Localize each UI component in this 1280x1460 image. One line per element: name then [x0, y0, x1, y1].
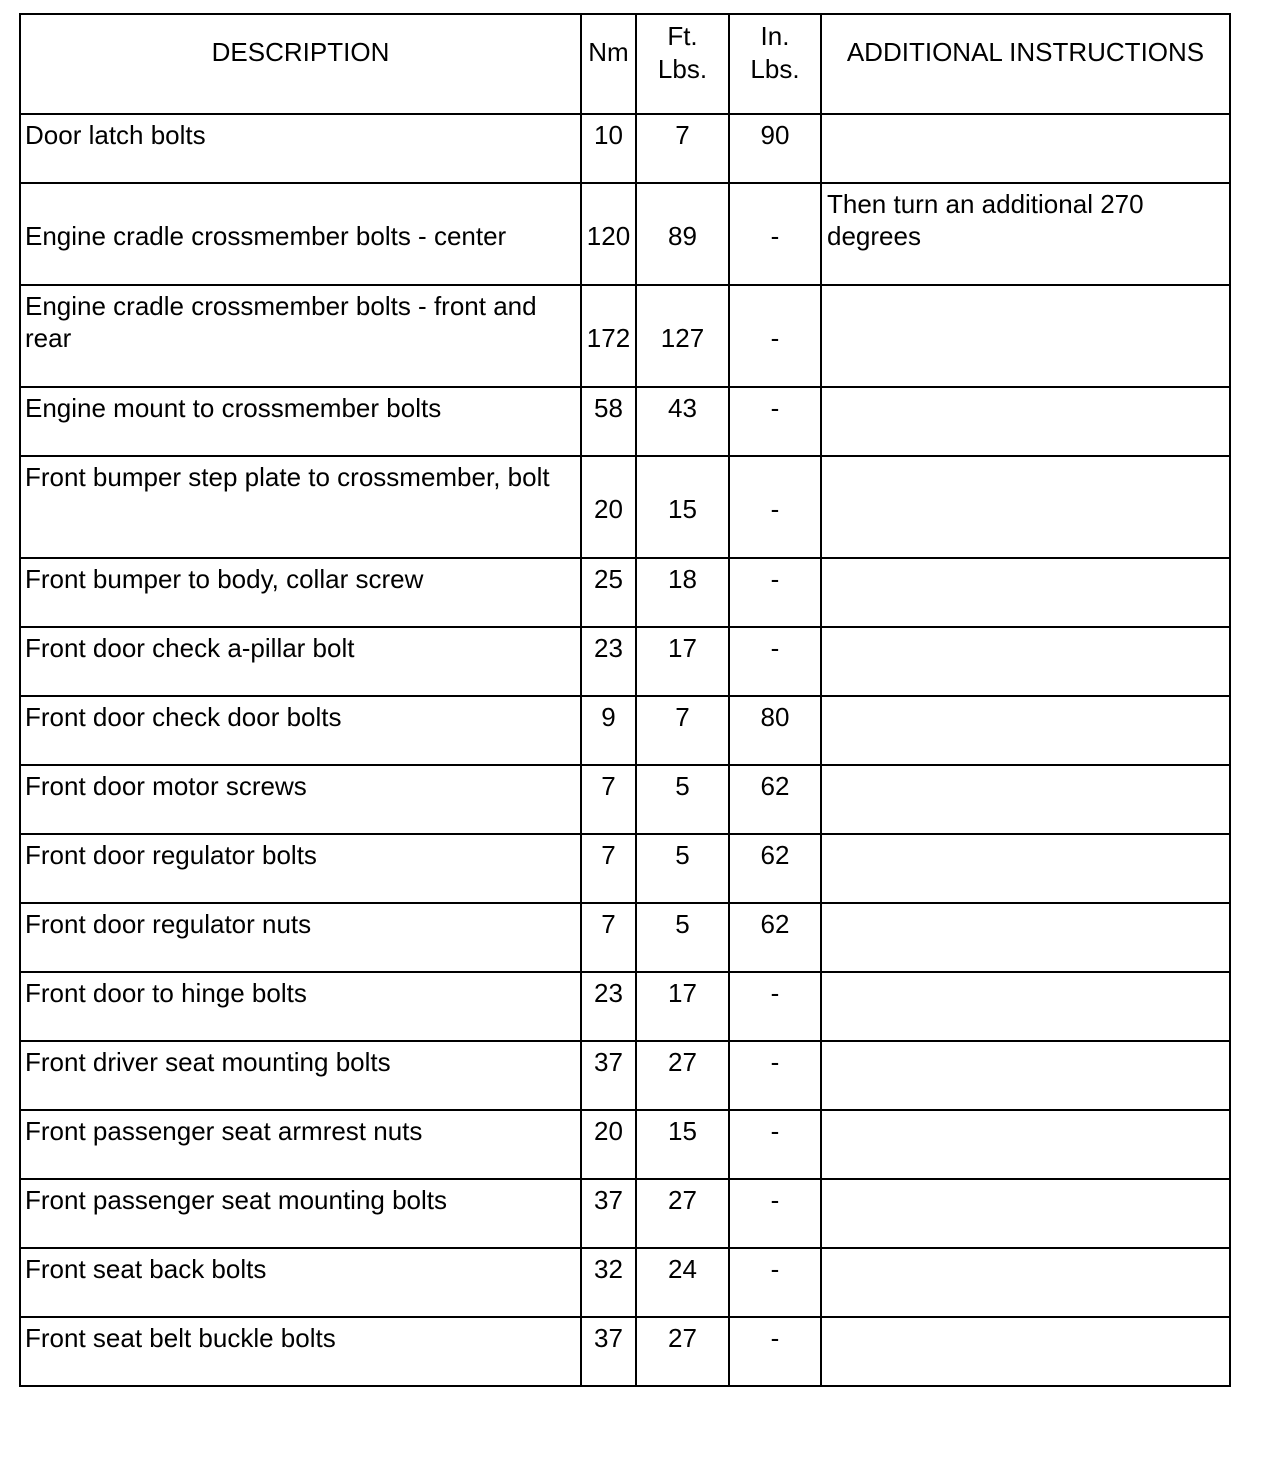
table-row [20, 834, 1230, 903]
row-nm: 37 [581, 1179, 636, 1248]
row-additional-instructions [821, 558, 1230, 627]
table-row [20, 285, 1230, 387]
header-ft-lbs-line2: Lbs. [657, 54, 708, 84]
row-in-lbs: - [729, 183, 821, 285]
row-nm: 120 [581, 183, 636, 285]
row-nm: 23 [581, 972, 636, 1041]
row-ft-lbs: 24 [636, 1248, 729, 1317]
row-in-lbs: 62 [729, 765, 821, 834]
row-nm: 20 [581, 456, 636, 558]
row-in-lbs: - [729, 1041, 821, 1110]
table-row [20, 183, 1230, 285]
table-row [20, 456, 1230, 558]
row-ft-lbs: 18 [636, 558, 729, 627]
header-description: DESCRIPTION [20, 14, 581, 114]
row-additional-instructions [821, 1248, 1230, 1317]
row-ft-lbs: 5 [636, 903, 729, 972]
row-additional-instructions: Then turn an additional 270 degrees [821, 183, 1230, 285]
table-row [20, 1317, 1230, 1386]
table-row [20, 972, 1230, 1041]
row-ft-lbs: 7 [636, 114, 729, 183]
row-additional-instructions [821, 1179, 1230, 1248]
table-row [20, 114, 1230, 183]
row-ft-lbs: 5 [636, 834, 729, 903]
row-ft-lbs: 27 [636, 1317, 729, 1386]
row-nm: 37 [581, 1041, 636, 1110]
row-in-lbs: - [729, 972, 821, 1041]
row-nm: 20 [581, 1110, 636, 1179]
row-additional-instructions [821, 456, 1230, 558]
row-additional-instructions [821, 285, 1230, 387]
row-ft-lbs: 43 [636, 387, 729, 456]
row-in-lbs: - [729, 627, 821, 696]
row-in-lbs: - [729, 1317, 821, 1386]
row-in-lbs: - [729, 285, 821, 387]
row-ft-lbs: 15 [636, 456, 729, 558]
row-additional-instructions [821, 114, 1230, 183]
header-in-lbs [729, 14, 821, 114]
table-row [20, 1179, 1230, 1248]
row-nm: 25 [581, 558, 636, 627]
row-ft-lbs: 27 [636, 1179, 729, 1248]
table-row [20, 1041, 1230, 1110]
row-ft-lbs: 89 [636, 183, 729, 285]
row-nm: 7 [581, 903, 636, 972]
row-ft-lbs: 27 [636, 1041, 729, 1110]
header-in-lbs-line1: In. [760, 21, 790, 51]
row-description: Front door to hinge bolts [20, 972, 581, 1041]
row-in-lbs: 62 [729, 903, 821, 972]
row-nm: 172 [581, 285, 636, 387]
row-nm: 10 [581, 114, 636, 183]
row-additional-instructions [821, 387, 1230, 456]
row-in-lbs: 90 [729, 114, 821, 183]
row-ft-lbs: 17 [636, 972, 729, 1041]
table-row [20, 627, 1230, 696]
row-in-lbs: - [729, 456, 821, 558]
row-additional-instructions [821, 765, 1230, 834]
row-nm: 7 [581, 765, 636, 834]
row-additional-instructions [821, 972, 1230, 1041]
row-nm: 37 [581, 1317, 636, 1386]
row-ft-lbs: 5 [636, 765, 729, 834]
row-nm: 32 [581, 1248, 636, 1317]
header-ft-lbs [636, 14, 729, 114]
row-description: Front door motor screws [20, 765, 581, 834]
row-in-lbs: - [729, 1179, 821, 1248]
row-in-lbs: 62 [729, 834, 821, 903]
row-description: Front bumper to body, collar screw [20, 558, 581, 627]
row-description: Front seat back bolts [20, 1248, 581, 1317]
row-description: Front passenger seat armrest nuts [20, 1110, 581, 1179]
header-row [20, 14, 1230, 114]
row-nm: 9 [581, 696, 636, 765]
header-in-lbs-line2: Lbs. [750, 54, 800, 84]
row-additional-instructions [821, 696, 1230, 765]
row-description: Engine cradle crossmember bolts - center [20, 183, 581, 285]
row-in-lbs: - [729, 558, 821, 627]
table-row [20, 558, 1230, 627]
row-in-lbs: - [729, 387, 821, 456]
row-in-lbs: 80 [729, 696, 821, 765]
row-in-lbs: - [729, 1110, 821, 1179]
row-description: Front door regulator bolts [20, 834, 581, 903]
row-nm: 58 [581, 387, 636, 456]
torque-spec-table [19, 13, 1231, 1387]
row-additional-instructions [821, 1041, 1230, 1110]
row-additional-instructions [821, 1317, 1230, 1386]
table-row [20, 765, 1230, 834]
row-nm: 23 [581, 627, 636, 696]
row-description: Front door check door bolts [20, 696, 581, 765]
row-description: Front door regulator nuts [20, 903, 581, 972]
row-description: Engine mount to crossmember bolts [20, 387, 581, 456]
header-additional-instructions: ADDITIONAL INSTRUCTIONS [821, 14, 1230, 114]
header-ft-lbs-line1: Ft. [667, 21, 698, 51]
row-additional-instructions [821, 1110, 1230, 1179]
row-in-lbs: - [729, 1248, 821, 1317]
row-ft-lbs: 17 [636, 627, 729, 696]
row-nm: 7 [581, 834, 636, 903]
row-description: Door latch bolts [20, 114, 581, 183]
header-nm: Nm [581, 14, 636, 114]
row-description: Front seat belt buckle bolts [20, 1317, 581, 1386]
row-description: Front driver seat mounting bolts [20, 1041, 581, 1110]
row-additional-instructions [821, 627, 1230, 696]
row-ft-lbs: 127 [636, 285, 729, 387]
table-row [20, 696, 1230, 765]
row-ft-lbs: 15 [636, 1110, 729, 1179]
row-ft-lbs: 7 [636, 696, 729, 765]
table-row [20, 1110, 1230, 1179]
row-description: Front bumper step plate to crossmember, bolt [20, 456, 581, 558]
row-description: Front door check a-pillar bolt [20, 627, 581, 696]
table-row [20, 387, 1230, 456]
table-row [20, 903, 1230, 972]
row-additional-instructions [821, 834, 1230, 903]
table-row [20, 1248, 1230, 1317]
row-description: Engine cradle crossmember bolts - front and rear [20, 285, 581, 387]
row-description: Front passenger seat mounting bolts [20, 1179, 581, 1248]
row-additional-instructions [821, 903, 1230, 972]
